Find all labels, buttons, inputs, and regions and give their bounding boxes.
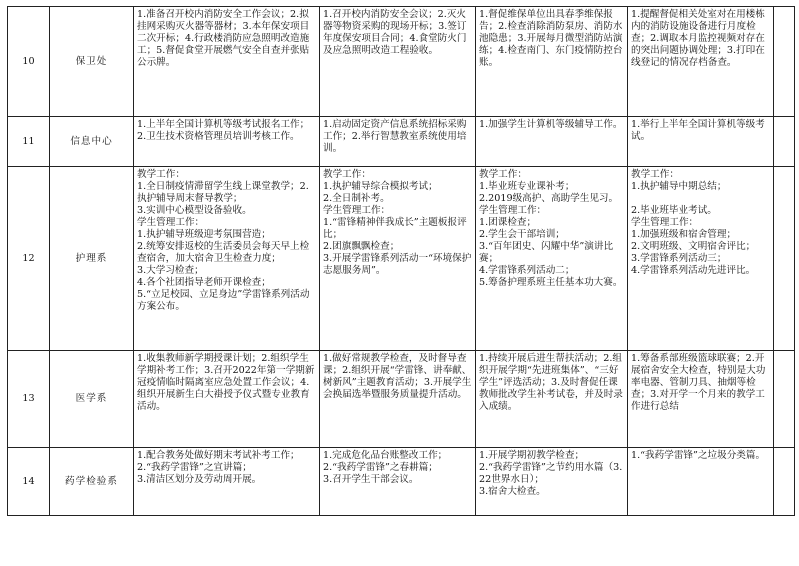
table-row — [8, 351, 795, 448]
plan-line: 1.“我药学雷锋”之垃圾分类篇。 — [631, 450, 766, 461]
plan-line: 1.全日制疫情滞留学生线上课堂教学；2.执护辅导周末督导教学； — [137, 181, 309, 204]
table-row — [8, 167, 795, 351]
plan-line: 3.清洁区划分及劳动周开展。 — [137, 474, 262, 485]
plan-line: 2.学生会干部培训； — [479, 229, 565, 240]
plan-line: 1.执护辅导班级迎考氛围营造； — [137, 229, 271, 240]
week-4-plan: 1.筹备系部班级篮球联赛；2.开展宿舍安全大检查，特别是大功率电器、管制刀具、抽烟等检查；3.对开学一个月来的教学工作进行总结 — [628, 351, 774, 448]
plan-line: 1.“雷锋精神伴我成长”主题板报评比； — [323, 217, 467, 240]
work-plan-table — [7, 6, 795, 516]
plan-line: 5.筹备护理系班主任基本功大赛。 — [479, 277, 623, 288]
plan-line: 2.“我药学雷锋”之宣讲篇； — [137, 462, 252, 473]
remarks-cell — [774, 351, 795, 448]
plan-line: 3.宿舍大检查。 — [479, 486, 546, 497]
plan-line: 2.文明班级、文明宿舍评比； — [631, 241, 756, 252]
week-3-plan — [476, 448, 628, 516]
plan-line: 2.统筹安排返校的生活委员会每天早上检查宿舍，加大宿舍卫生检查力度； — [137, 241, 310, 264]
row-number: 12 — [8, 167, 50, 351]
department-name: 护理系 — [50, 167, 134, 351]
row-number: 13 — [8, 351, 50, 448]
department-name: 信息中心 — [50, 117, 134, 167]
plan-line: 学生管理工作： — [479, 205, 547, 216]
plan-line: 教学工作： — [631, 169, 679, 180]
week-4-plan — [628, 167, 774, 351]
plan-line: 1.加强班级和宿舍管理； — [631, 229, 737, 240]
plan-line: 5.“立足校园、立足身边”学雷锋系列活动方案公布。 — [137, 289, 310, 312]
week-2-plan: 1.召开校内消防安全会议；2.灭火器等物资采购的现场开标；3.签订年度保安项目合同；4.食堂防火门及应急照明改造工程验收。 — [320, 7, 476, 117]
week-1-plan — [134, 167, 320, 351]
table-row — [8, 448, 795, 516]
week-2-plan: 1.启动固定资产信息系统招标采购工作；2.举行智慧教室系统使用培训。 — [320, 117, 476, 167]
week-1-plan: 1.上半年全国计算机等级考试报名工作；2.卫生技术资格管理员培训考核工作。 — [134, 117, 320, 167]
plan-line: 3.实训中心模型设备验收。 — [137, 205, 252, 216]
plan-line: 教学工作： — [323, 169, 371, 180]
plan-line: 3.召开学生干部会议。 — [323, 474, 419, 485]
week-1-plan: 1.准备召开校内消防安全工作会议；2.拟挂网采购灭火器等器材；3.本年保安项目二次开标；4.行政楼消防应急照明改造施工；5.督促食堂开展燃气安全自查并张贴公示牌。 — [134, 7, 320, 117]
plan-line: 学生管理工作： — [137, 217, 205, 228]
remarks-cell — [774, 117, 795, 167]
week-2-plan — [320, 448, 476, 516]
department-name: 医学系 — [50, 351, 134, 448]
row-number: 14 — [8, 448, 50, 516]
week-2-plan: 1.做好常规教学检查，及时督导查课；2.组织开展“学雷锋、讲奉献、树新风”主题教育活动；3.开展学生会换届选举暨服务质量提升活动。 — [320, 351, 476, 448]
remarks-cell — [774, 448, 795, 516]
plan-line — [631, 193, 770, 205]
week-3-plan — [476, 167, 628, 351]
table-row — [8, 117, 795, 167]
row-number: 10 — [8, 7, 50, 117]
week-3-plan: 1.持续开展后进生帮扶活动；2.组织开展学期“先进班集体”、“三好学生”评选活动；3.及时督促任课教师批改学生补考试卷，并及时录入成绩。 — [476, 351, 628, 448]
week-1-plan: 1.收集教师新学期授课计划；2.组织学生学期补考工作；3.召开2022年第一学期新冠疫情临时隔离室应急处置工作会议；4.组织开展新生白大褂授予仪式暨专业教育活动。 — [134, 351, 320, 448]
department-name: 药学检验系 — [50, 448, 134, 516]
plan-line: 2.“我药学雷锋”之节约用水篇（3.22世界水日）； — [479, 462, 623, 485]
plan-line: 4.各个社团指导老师开课检查； — [137, 277, 271, 288]
week-2-plan — [320, 167, 476, 351]
plan-line: 4.学雷锋系列活动二； — [479, 265, 575, 276]
plan-line: 学生管理工作： — [323, 205, 391, 216]
week-3-plan: 1.加强学生计算机等级辅导工作。 — [476, 117, 628, 167]
plan-line: 2.团旗飘飘检查； — [323, 241, 400, 252]
plan-line: 学生管理工作： — [631, 217, 699, 228]
week-4-plan: 1.提醒督促相关处室对在用楼栋内的消防设施设备进行月度检查；2.调取本月监控视频对存在的突出问题协调处理；3.打印在线登记的情况存档备查。 — [628, 7, 774, 117]
plan-line: 2.毕业班毕业考试。 — [631, 205, 717, 216]
plan-line: 4.学雷锋系列活动先进评比。 — [631, 265, 756, 276]
plan-line: 2.“我药学雷锋”之春耕篇； — [323, 462, 438, 473]
remarks-cell — [774, 167, 795, 351]
plan-line: 3.开展学雷锋系列活动一“环境保护志愿服务周”。 — [323, 253, 472, 276]
plan-line: 1.完成危化品台账整改工作； — [323, 450, 448, 461]
plan-line: 教学工作： — [137, 169, 185, 180]
week-4-plan — [628, 448, 774, 516]
department-name: 保卫处 — [50, 7, 134, 117]
week-4-plan: 1.举行上半年全国计算机等级考试。 — [628, 117, 774, 167]
plan-line: 2.2019级高护、高助学生见习。 — [479, 193, 619, 204]
plan-line: 1.配合教务处做好期末考试补考工作； — [137, 450, 300, 461]
plan-line: 3.大学习检查； — [137, 265, 204, 276]
plan-line: 3.学雷锋系列活动三； — [631, 253, 727, 264]
plan-line: 2.全日制补考。 — [323, 193, 390, 204]
table-row — [8, 7, 795, 117]
plan-line: 教学工作： — [479, 169, 527, 180]
week-3-plan: 1.督促维保单位出具春季维保报告；2.检查消除消防泵房、消防水池隐患；3.开展每月微型消防站演练；4.检查南门、东门疫情防控台账。 — [476, 7, 628, 117]
plan-line: 1.执护辅导综合模拟考试； — [323, 181, 438, 192]
week-1-plan — [134, 448, 320, 516]
plan-line: 1.开展学期初教学检查； — [479, 450, 585, 461]
plan-line: 1.执护辅导中期总结； — [631, 181, 727, 192]
remarks-cell — [774, 7, 795, 117]
plan-line: 1.团课检查； — [479, 217, 537, 228]
plan-line: 3.“百年团史、闪耀中华”演讲比赛； — [479, 241, 614, 264]
plan-line: 1.毕业班专业课补考； — [479, 181, 575, 192]
row-number: 11 — [8, 117, 50, 167]
